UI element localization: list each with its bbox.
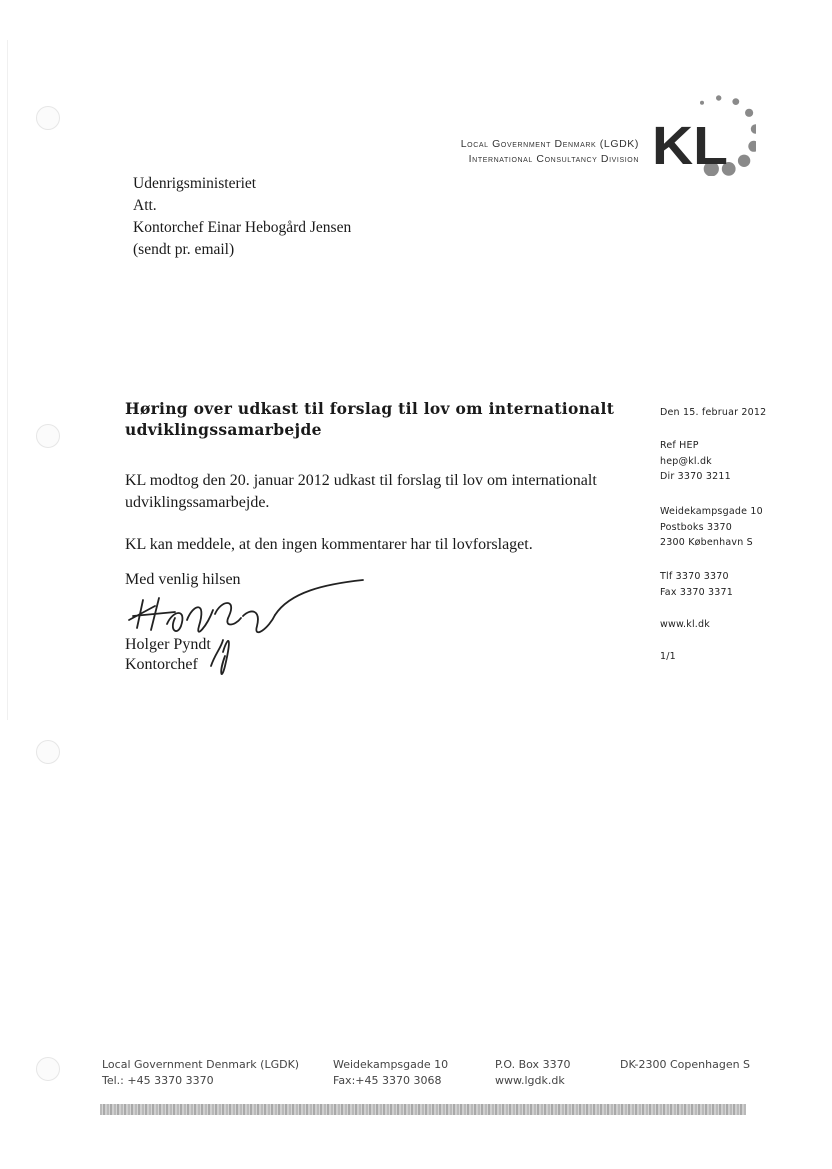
logo-dot bbox=[732, 98, 739, 105]
footer-line: Fax:+45 3370 3068 bbox=[333, 1073, 442, 1087]
paragraph-line: udviklingssamarbejde. bbox=[125, 494, 270, 511]
logo-dot bbox=[748, 141, 756, 152]
page-number: 1/1 bbox=[660, 651, 676, 662]
footer-address bbox=[333, 1057, 448, 1088]
recipient-line: Kontorchef Einar Hebogård Jensen bbox=[133, 219, 352, 236]
punch-hole bbox=[36, 1057, 60, 1081]
logo-dot bbox=[745, 109, 753, 117]
scan-edge bbox=[7, 40, 8, 720]
sidebar-date bbox=[660, 405, 766, 421]
recipient-address bbox=[133, 173, 351, 261]
footer-box bbox=[495, 1057, 571, 1088]
closing-greeting: Med venlig hilsen bbox=[125, 571, 241, 588]
logo-text: KL bbox=[652, 116, 728, 176]
kl-logo bbox=[652, 84, 756, 176]
footer-line: P.O. Box 3370 bbox=[495, 1058, 571, 1071]
footer-line: Local Government Denmark (LGDK) bbox=[102, 1058, 300, 1071]
logo-dot bbox=[751, 124, 756, 134]
paragraph-line: KL modtog den 20. januar 2012 udkast til forslag til lov om internationalt bbox=[125, 472, 597, 489]
logo-dot bbox=[738, 155, 750, 167]
sidebar-phone bbox=[660, 569, 733, 600]
footer-line: www.lgdk.dk bbox=[495, 1073, 565, 1087]
footer-line: Weidekampsgade 10 bbox=[333, 1058, 449, 1071]
footer-org bbox=[102, 1057, 299, 1088]
body-paragraph: KL kan meddele, at den ingen kommentarer har til lovforslaget. bbox=[125, 536, 533, 553]
address-line: Weidekampsgade 10 bbox=[660, 506, 763, 517]
date-text: Den 15. februar 2012 bbox=[660, 407, 767, 418]
ref-text: Ref HEP bbox=[660, 440, 699, 451]
fax-text: Fax 3370 3371 bbox=[660, 586, 734, 598]
address-line: 2300 København S bbox=[660, 537, 753, 548]
letterhead-org bbox=[461, 137, 639, 167]
direct-phone: Dir 3370 3211 bbox=[660, 471, 731, 482]
subject-line: udviklingssamarbejde bbox=[125, 420, 322, 439]
email-text: hep@kl.dk bbox=[660, 455, 712, 467]
punch-hole bbox=[36, 106, 60, 130]
punch-hole bbox=[36, 424, 60, 448]
footer-city bbox=[620, 1057, 750, 1073]
recipient-line: Att. bbox=[133, 197, 157, 214]
subject-line: Høring over udkast til forslag til lov om internationalt bbox=[125, 399, 615, 418]
signer-name: Holger Pyndt bbox=[125, 636, 211, 653]
logo-dot bbox=[716, 95, 721, 100]
org-division: International Consultancy Division bbox=[468, 153, 639, 165]
address-line: Postboks 3370 bbox=[660, 521, 732, 533]
sidebar-web: www.kl.dk bbox=[660, 619, 710, 630]
signer-title: Kontorchef bbox=[125, 656, 198, 673]
footer-line: DK-2300 Copenhagen S bbox=[620, 1058, 751, 1071]
phone-text: Tlf 3370 3370 bbox=[660, 571, 729, 582]
punch-hole bbox=[36, 740, 60, 764]
sidebar-address bbox=[660, 504, 763, 551]
footer-stripe bbox=[100, 1104, 746, 1115]
body-paragraph bbox=[125, 470, 625, 514]
recipient-line: (sendt pr. email) bbox=[133, 241, 235, 258]
footer-line: Tel.: +45 3370 3370 bbox=[102, 1073, 214, 1087]
org-name: Local Government Denmark (LGDK) bbox=[460, 138, 639, 150]
recipient-line: Udenrigsministeriet bbox=[133, 175, 257, 192]
sidebar-contact bbox=[660, 438, 731, 485]
logo-dot bbox=[700, 101, 704, 105]
letter-subject bbox=[125, 398, 625, 440]
signer-block bbox=[125, 635, 211, 675]
